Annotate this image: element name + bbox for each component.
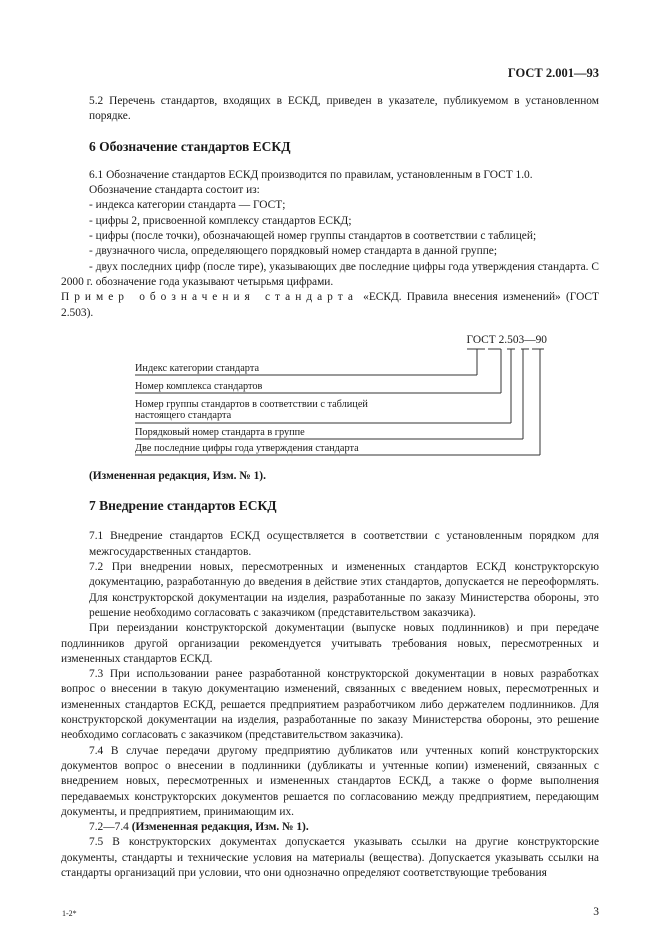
list-item: - цифры (после точки), обозначающей номер группы стандартов в соответствии с таблицей; <box>89 230 537 243</box>
example-label: Пример обозначения стандарта <box>61 291 358 304</box>
example-paragraph <box>61 290 599 321</box>
edition-note-number: 7.2—7.4 <box>89 821 129 834</box>
list-item: - двузначного числа, определяющего порядковый номер стандарта в данной группе; <box>89 245 498 258</box>
list-item: - цифры 2, присвоенной комплексу стандартов ЕСКД; <box>89 214 352 227</box>
document-code-header: ГОСТ 2.001—93 <box>507 66 599 80</box>
paragraph-5-2 <box>89 94 599 125</box>
footer-print-mark: 1-2* <box>62 909 77 918</box>
diagram-label: Индекс категории стандарта <box>135 362 260 374</box>
paragraph-7-1: 7.1 Внедрение стандартов ЕСКД осуществляется в соответствии с установленным порядком для межгосударственных стандартов. <box>89 530 599 558</box>
list-item: - двух последних цифр (после тире), указывающих две последние цифры года утверждения стандарта. С 2000 г. обозначение года указывают четырьмя цифрами. <box>61 260 599 288</box>
paragraph-7-2-continued: При переиздании конструкторской документации (выпуске новых подлинников) и при передаче подлинников другой организации рекомендуется учитывать требования новых, пересмотренных и измененных стандартов ЕСКД. <box>61 622 599 665</box>
designation-diagram <box>89 331 599 457</box>
diagram-label: Номер комплекса стандартов <box>135 380 263 392</box>
section-6-title: 6 Обозначение стандартов ЕСКД <box>89 138 291 154</box>
paragraph-6-1: 6.1 Обозначение стандартов ЕСКД производится по правилам, установленным в ГОСТ 1.0. <box>89 168 533 181</box>
example-designation-code: ГОСТ 2.503—90 <box>466 333 547 346</box>
example-text: «ЕСКД. Правила внесения изменений» (ГОСТ 2.503). <box>61 291 599 319</box>
paragraph-7-5: 7.5 В конструкторских документах допускается указывать ссылки на другие конструкторские документы, стандарты и технические условия на материалы (вещества). Допускается указывать ссылки на стандарты организаций при условии, что они однозначно определяют соответствующие требования <box>61 836 599 879</box>
page-number: 3 <box>593 906 599 918</box>
list-item: - индекса категории стандарта — ГОСТ; <box>89 199 286 212</box>
edition-note-7 <box>89 820 599 835</box>
paragraph-7-4: 7.4 В случае передачи другому предприятию дубликатов или учтенных копий конструкторских документов вопрос о внесении в подлинники (дубликаты и учтенные копии) изменений, связанных с внедрением новых, пересмотренных и измененных стандартов ЕСКД, а также о форме выполнения передаваемых конструкторских документов решается по согласованию между предприятием, передающим документы, и предприятием, принимающим их. <box>61 744 599 818</box>
paragraph-7-3: 7.3 При использовании ранее разработанной конструкторской документации в новых разработках вопрос о внесении в такую документацию изменений, связанных с введением новых, пересмотренных и измененных стандартов ЕСКД, решается предприятием разработчиком либо держателем подлинников. Для конструкторской документации на изделия, разработанные по заказу Министерства обороны, это решение необходимо согласовать с заказчиком (представительством заказчика). <box>61 668 599 742</box>
diagram-label: Две последние цифры года утверждения стандарта <box>135 442 359 454</box>
page-body <box>61 94 599 881</box>
paragraph-5-2-text: 5.2 Перечень стандартов, входящих в ЕСКД, приведен в указателе, публикуемом в установленном порядке. <box>89 95 599 123</box>
edition-note-text: (Измененная редакция, Изм. № 1). <box>131 821 309 834</box>
paragraph-7-2: 7.2 При внедрении новых, пересмотренных и измененных стандартов ЕСКД конструкторскую документацию, разработанную до введения в действие этих стандартов, допускается не переоформлять. Для конструкторской документации на изделия, разработанные по заказу Министерства обороны, это решение необходимо согласовать с заказчиком (представительством заказчика). <box>89 561 599 619</box>
section-7-title: 7 Внедрение стандартов ЕСКД <box>89 498 277 514</box>
diagram-label: Номер группы стандартов в соответствии с таблицей <box>135 398 368 410</box>
diagram-label: Порядковый номер стандарта в группе <box>135 426 305 438</box>
diagram-label: настоящего стандарта <box>135 409 232 421</box>
diagram-leader-lines <box>89 331 599 457</box>
paragraph-6-1-intro: Обозначение стандарта состоит из: <box>89 184 260 197</box>
edition-note: (Измененная редакция, Изм. № 1). <box>89 469 266 482</box>
